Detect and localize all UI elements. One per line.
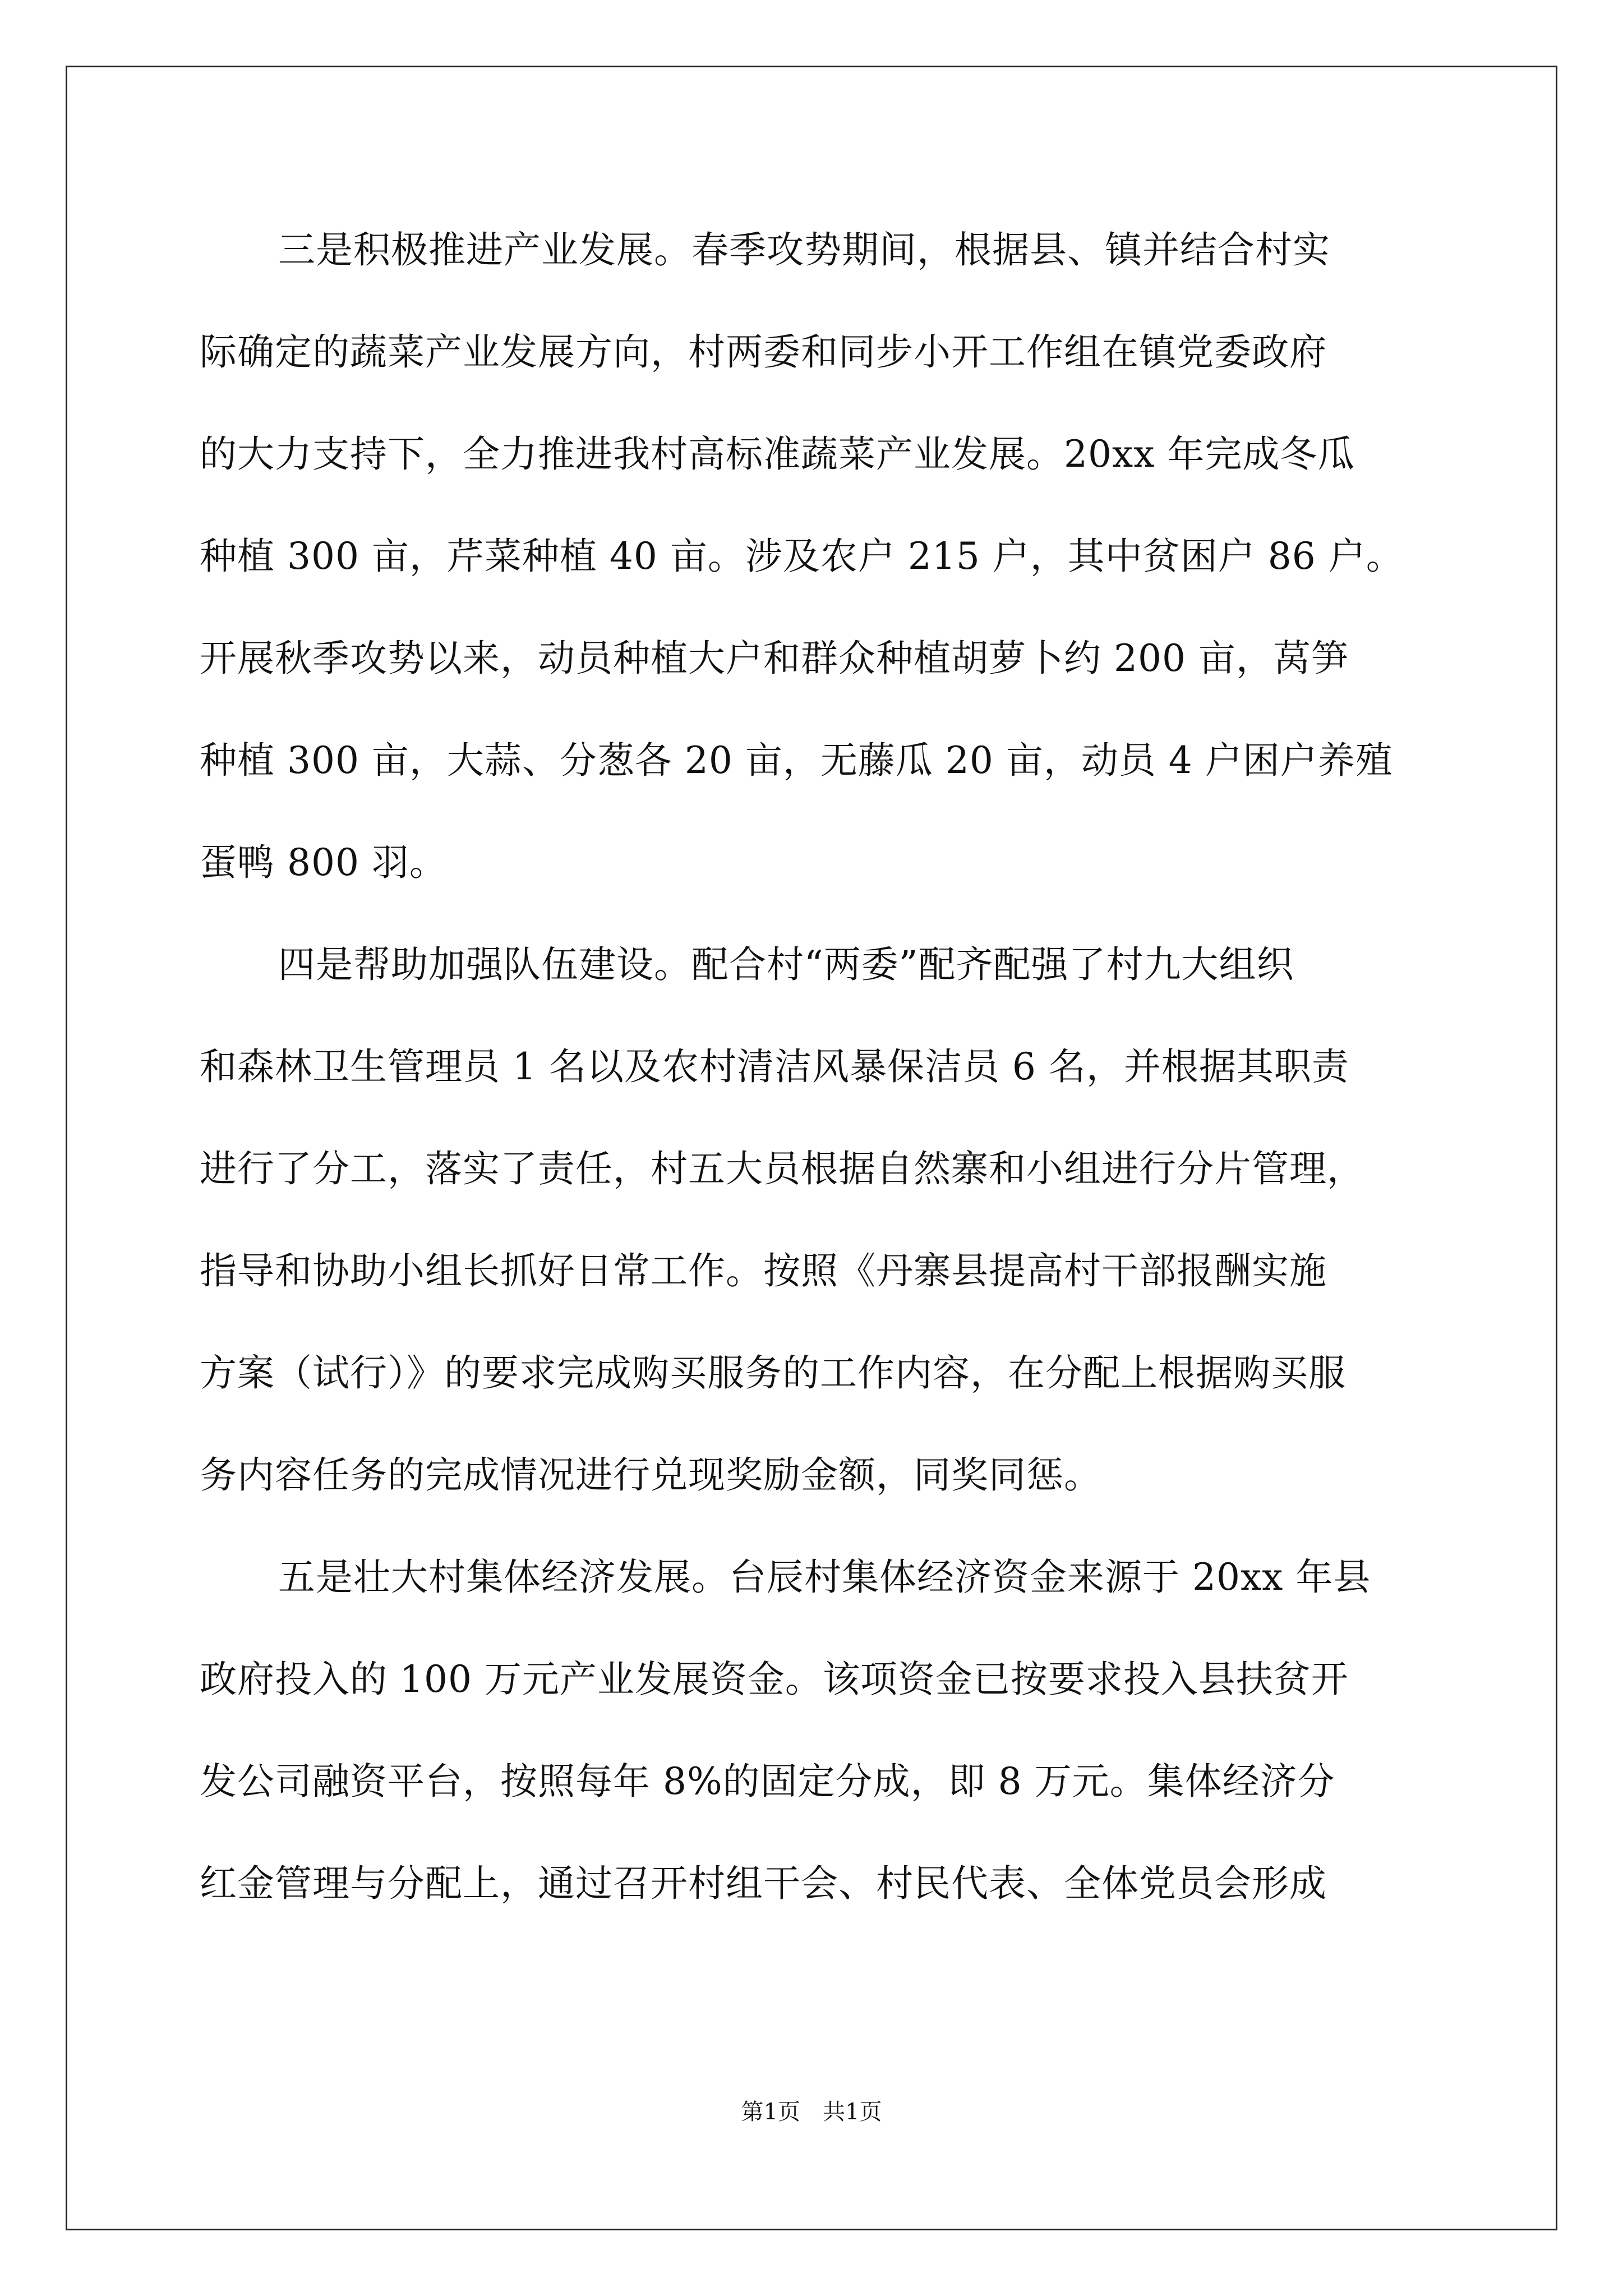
paragraph-line: 政府投入的 100 万元产业发展资金。该项资金已按要求投入县扶贫开 bbox=[200, 1658, 1349, 1701]
paragraph-line: 和森林卫生管理员 1 名以及农村清洁风暴保洁员 6 名，并根据其职责 bbox=[200, 1045, 1349, 1088]
paragraph-line: 务内容任务的完成情况进行兑现奖励金额，同奖同惩。 bbox=[200, 1453, 1101, 1497]
page-footer bbox=[0, 2098, 1623, 2126]
paragraph-line: 四是帮助加强队伍建设。配合村“两委”配齐配强了村九大组织 bbox=[278, 943, 1294, 986]
paragraph-line: 的大力支持下，全力推进我村高标准蔬菜产业发展。20xx 年完成冬瓜 bbox=[200, 432, 1355, 476]
paragraph-line: 红金管理与分配上，通过召开村组干会、村民代表、全体党员会形成 bbox=[200, 1862, 1327, 1905]
paragraph-line: 五是壮大村集体经济发展。台辰村集体经济资金来源于 20xx 年县 bbox=[278, 1556, 1371, 1599]
paragraph-line: 方案（试行）》的要求完成购买服务的工作内容，在分配上根据购买服 bbox=[200, 1351, 1346, 1395]
paragraph bbox=[200, 1543, 1426, 1951]
paragraph-line: 种植 300 亩，大蒜、分葱各 20 亩，无藤瓜 20 亩，动员 4 户困户养殖 bbox=[200, 739, 1393, 782]
paragraph-line: 指导和协助小组长抓好日常工作。按照《丹寨县提高村干部报酬实施 bbox=[200, 1249, 1327, 1292]
paragraph bbox=[200, 930, 1426, 1543]
paragraph-line: 进行了分工，落实了责任，村五大员根据自然寨和小组进行分片管理， bbox=[200, 1147, 1364, 1190]
paragraph-line: 发公司融资平台，按照每年 8%的固定分成，即 8 万元。集体经济分 bbox=[200, 1760, 1335, 1803]
paragraph-line: 开展秋季攻势以来，动员种植大户和群众种植胡萝卜约 200 亩，莴笋 bbox=[200, 637, 1349, 680]
paragraph-line: 三是积极推进产业发展。春季攻势期间，根据县、镇并结合村实 bbox=[278, 228, 1330, 272]
paragraph bbox=[200, 215, 1426, 930]
paragraph-line: 种植 300 亩，芹菜种植 40 亩。涉及农户 215 户，其中贫困户 86 户。 bbox=[200, 535, 1404, 578]
paragraph-line: 蛋鸭 800 羽。 bbox=[200, 841, 447, 884]
page-total: 共1页 bbox=[823, 2099, 882, 2125]
paragraph-line: 际确定的蔬菜产业发展方向，村两委和同步小开工作组在镇党委政府 bbox=[200, 330, 1327, 374]
page-number: 第1页 bbox=[741, 2099, 800, 2125]
document-body bbox=[200, 215, 1426, 1951]
